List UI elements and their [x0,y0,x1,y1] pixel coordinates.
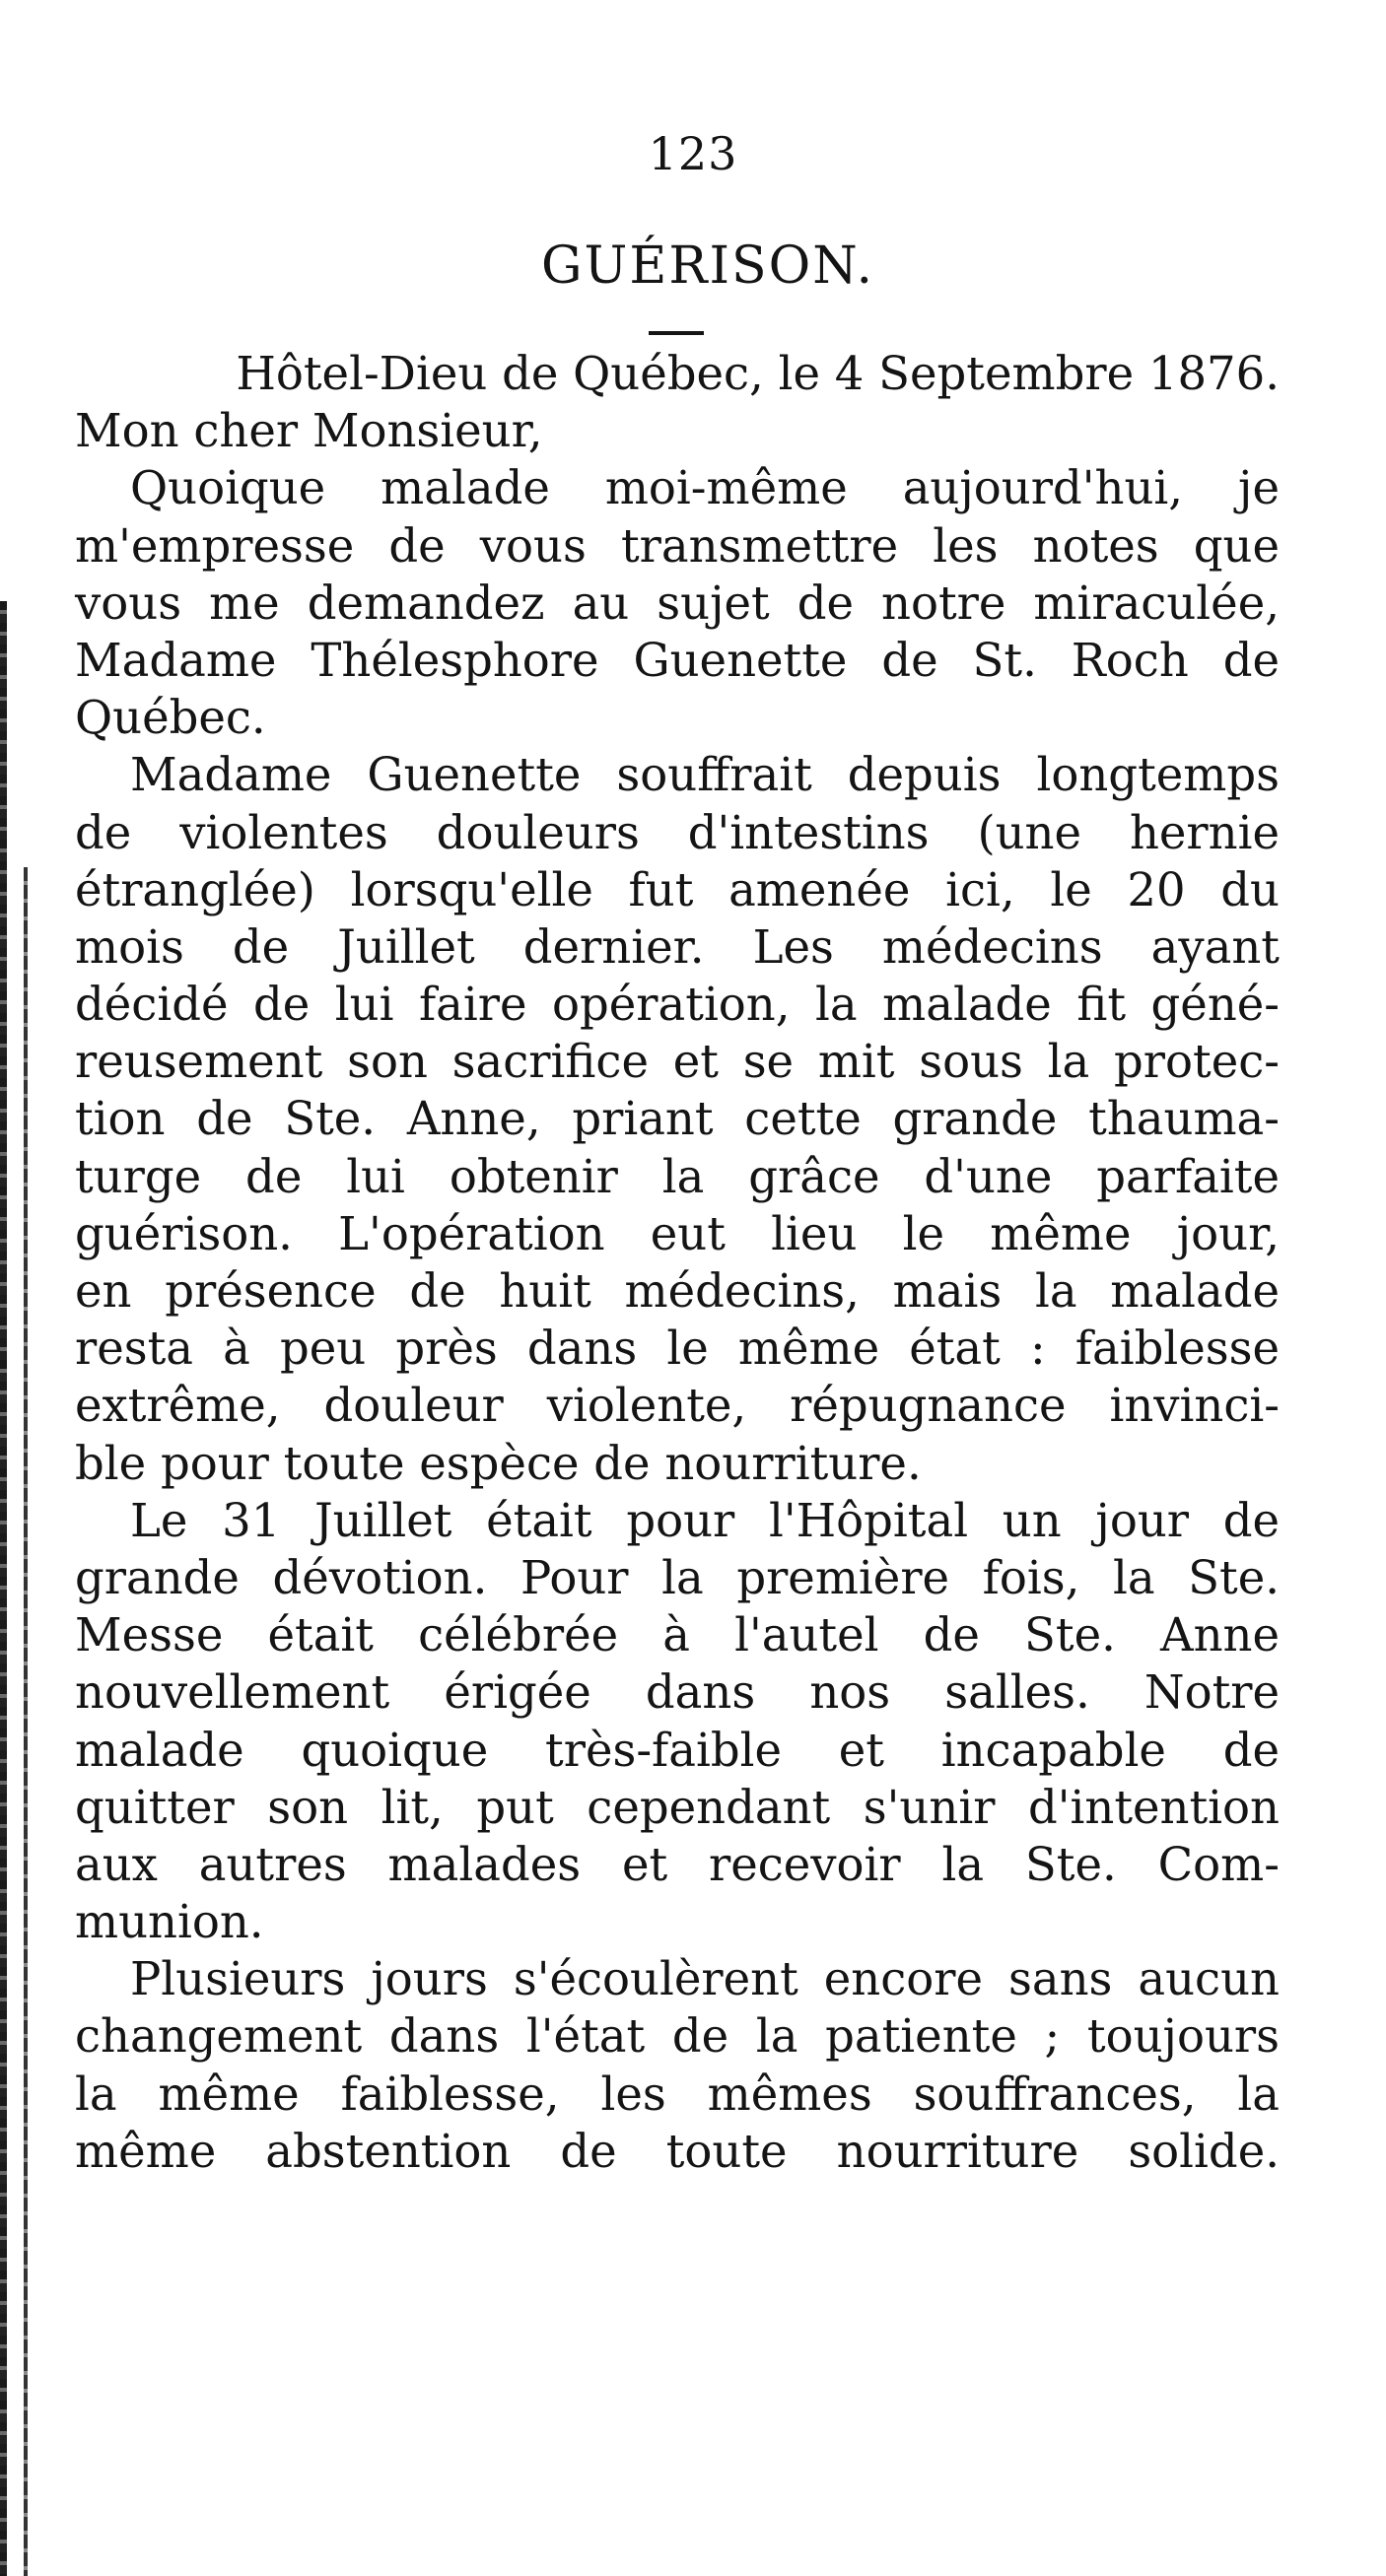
text-line: quitter son lit, put cependant s'unir d'intention [75,1780,1280,1834]
page-number: 123 [648,127,738,180]
text-line: malade quoique très-faible et incapable de [75,1723,1280,1777]
text-line: aux autres malades et recevoir la Ste. Com- [75,1837,1280,1891]
text-line: Madame Thélesphore Guenette de St. Roch de [75,633,1280,687]
text-line: décidé de lui faire opération, la malade fit géné- [75,978,1280,1032]
text-line: Messe était célébrée à l'autel de Ste. Anne [75,1608,1280,1662]
text-line: étranglée) lorsqu'elle fut amenée ici, le 20 du [75,862,1280,916]
binding-edge-inner [24,867,28,2576]
text-line: la même faiblesse, les mêmes souffrances, la [75,2067,1280,2121]
text-line: changement dans l'état de la patiente ; toujours [75,2009,1280,2064]
text-line: même abstention de toute nourriture solide. [75,2124,1280,2178]
text-line: turge de lui obtenir la grâce d'une parfaite [75,1149,1280,1203]
text-line: Le 31 Juillet était pour l'Hôpital un jour de [130,1493,1280,1547]
text-line: grande dévotion. Pour la première fois, la Ste. [75,1550,1280,1604]
text-line: munion. [75,1895,264,1949]
text-line: m'empresse de vous transmettre les notes que [75,518,1280,573]
page-title: GUÉRISON. [541,237,874,296]
text-line: en présence de huit médecins, mais la malade [75,1264,1280,1318]
binding-edge [0,601,7,2576]
text-line: reusement son sacrifice et se mit sous la protec- [75,1035,1280,1089]
text-line: resta à peu près dans le même état : faiblesse [75,1322,1280,1376]
text-line: tion de Ste. Anne, priant cette grande thauma- [75,1092,1280,1146]
text-line: de violentes douleurs d'intestins (une hernie [75,805,1280,859]
text-line: Plusieurs jours s'écoulèrent encore sans aucun [130,1952,1280,2006]
letter-text [75,345,1280,2180]
text-line: Madame Guenette souffrait depuis longtemps [130,748,1280,802]
text-line: Mon cher Monsieur, [75,404,543,458]
title-rule [649,331,704,335]
text-line: vous me demandez au sujet de notre miraculée, [75,576,1280,630]
text-line: mois de Juillet dernier. Les médecins ayant [75,919,1280,974]
text-line: Hôtel-Dieu de Québec, le 4 Septembre 1876. [236,347,1280,400]
text-line: Quoique malade moi-même aujourd'hui, je [130,461,1280,515]
text-line: ble pour toute espèce de nourriture. [75,1436,922,1490]
text-line: Québec. [75,691,266,745]
text-line: nouvellement érigée dans nos salles. Notre [75,1665,1280,1720]
text-line: extrême, douleur violente, répugnance invinci- [75,1379,1280,1433]
text-line: guérison. L'opération eut lieu le même jour, [75,1206,1280,1260]
